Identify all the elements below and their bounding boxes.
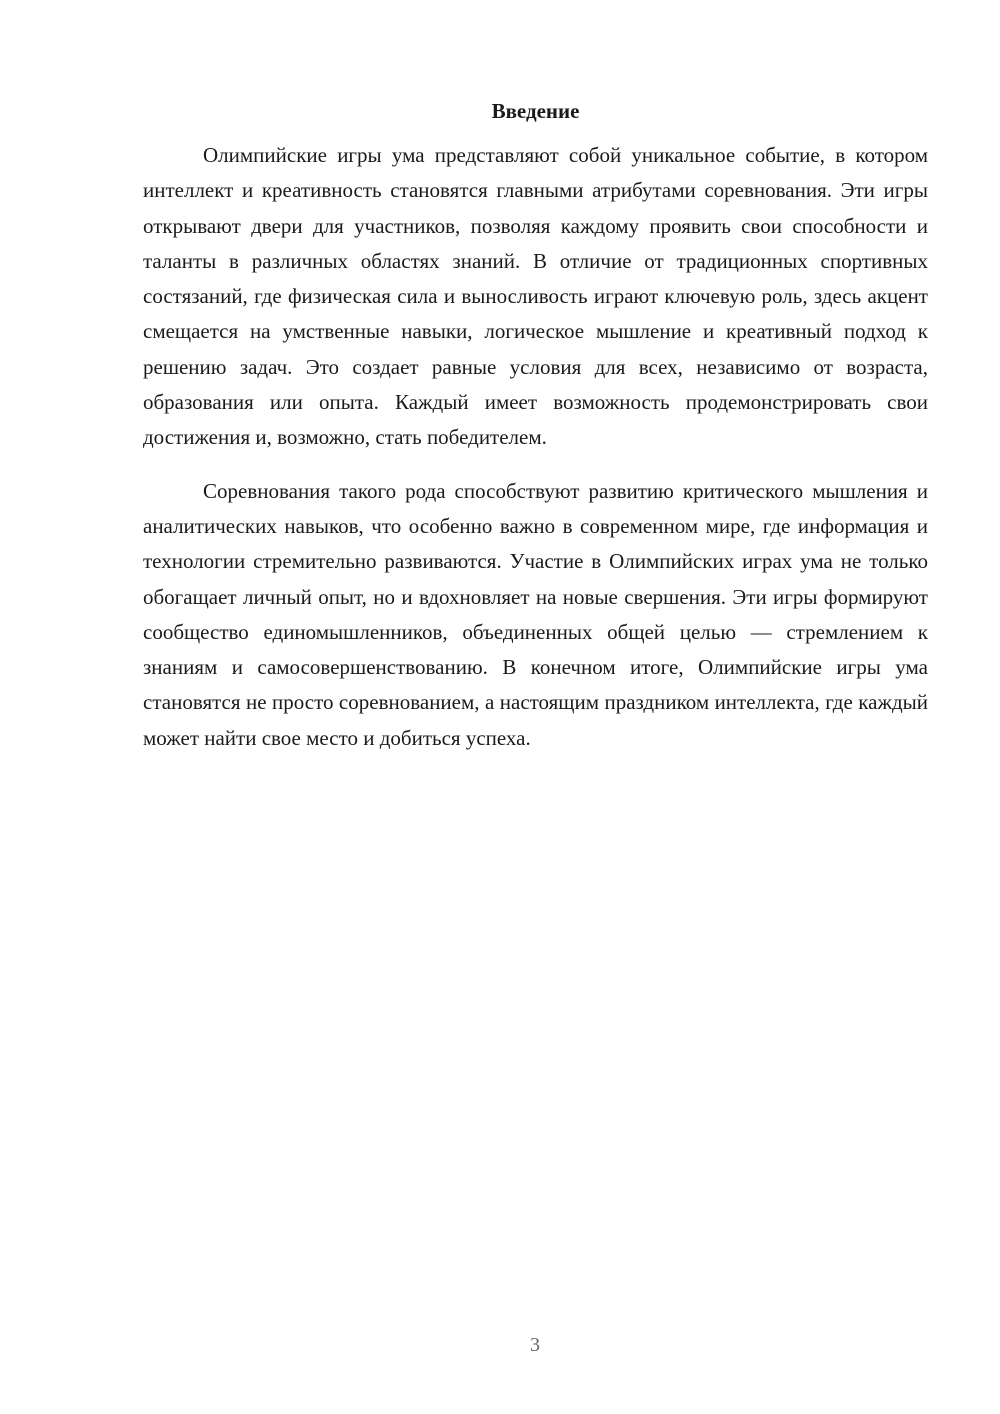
page-title: Введение xyxy=(491,99,580,123)
page-number: 3 xyxy=(530,1334,540,1356)
paragraph-second: Соревнования такого рода способствуют развитию критического мышления и аналитических навыков, что особенно важно в современном мире, где информация и технологии стремительно развиваются. Участие в Олимпийских играх ума не только обогащает личный опыт, но и вдохновляет на новые свершения. Эти игры формируют сообщество единомышленников, объединенных общей целью — стремлением к знаниям и самосовершенствованию. В конечном итоге, Олимпийские игры ума становятся не просто соревнованием, а настоящим праздником интеллекта, где каждый может найти свое место и добиться успеха. xyxy=(143,478,928,750)
page-content xyxy=(143,96,928,756)
paragraph-intro: Олимпийские игры ума представляют собой уникальное событие, в котором интеллект и креативность становятся главными атрибутами соревнования. Эти игры открывают двери для участников, позволяя каждому проявить свои способности и таланты в различных областях знаний. В отличие от традиционных спортивных состязаний, где физическая сила и выносливость играют ключевую роль, здесь акцент смещается на умственные навыки, логическое мышление и креативный подход к решению задач. Это создает равные условия для всех, независимо от возраста, образования или опыта. Каждый имеет возможность продемонстрировать свои достижения и, возможно, стать победителем. xyxy=(143,143,928,450)
